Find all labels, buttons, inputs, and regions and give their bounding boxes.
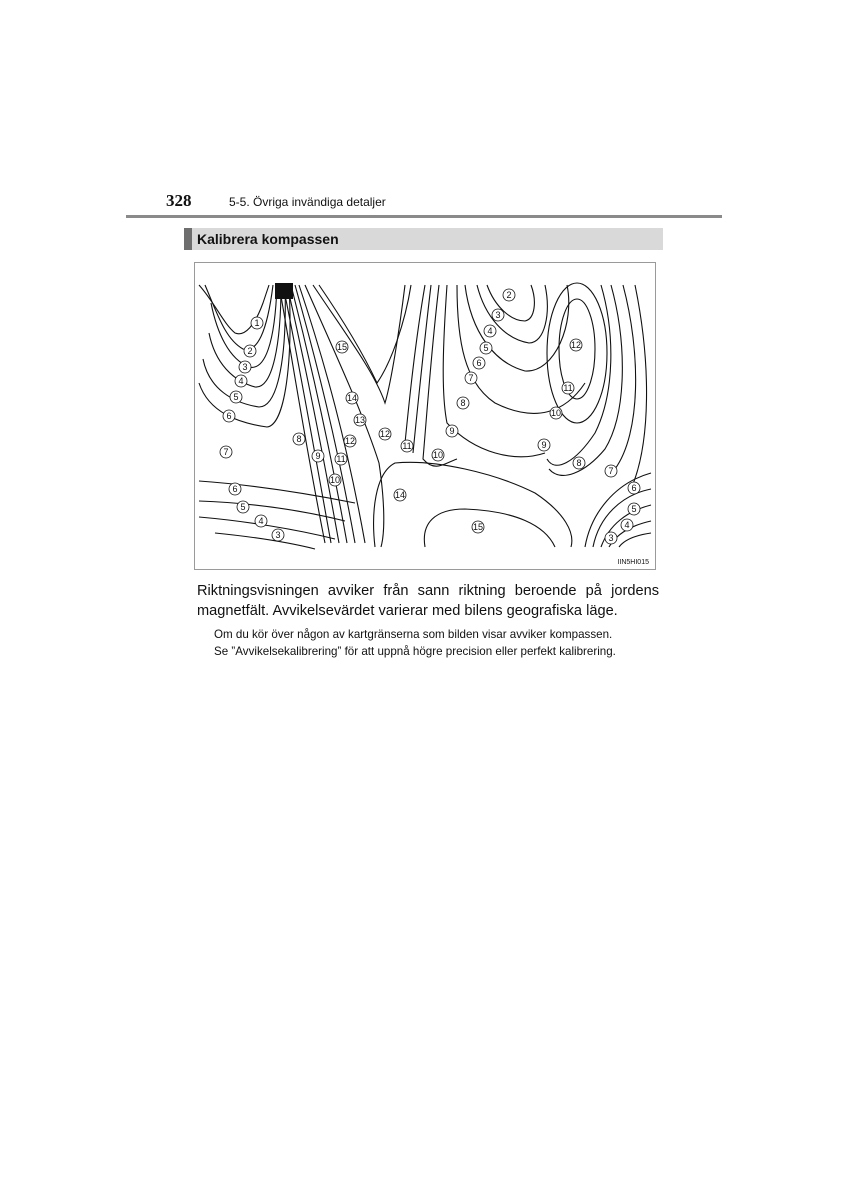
svg-text:11: 11 bbox=[402, 441, 412, 451]
svg-text:3: 3 bbox=[495, 310, 501, 320]
zone-marker bbox=[255, 515, 267, 527]
zone-marker bbox=[492, 309, 504, 321]
svg-text:15: 15 bbox=[472, 522, 484, 532]
zone-marker bbox=[251, 317, 263, 329]
svg-text:10: 10 bbox=[432, 450, 444, 460]
svg-text:3: 3 bbox=[608, 533, 614, 543]
body-paragraph: Riktningsvisningen avviker från sann riktning beroende på jordens magnetfält. Avvikelsevärdet varierar med bilens geografiska läge. bbox=[197, 583, 659, 619]
map-drawing bbox=[195, 263, 655, 569]
contour bbox=[283, 285, 331, 543]
svg-text:6: 6 bbox=[631, 483, 637, 493]
zone-marker bbox=[230, 391, 242, 403]
svg-text:8: 8 bbox=[296, 434, 302, 444]
zone-marker bbox=[329, 474, 341, 486]
zone-marker bbox=[220, 446, 232, 458]
svg-text:7: 7 bbox=[608, 466, 614, 476]
contour bbox=[457, 285, 585, 413]
svg-text:4: 4 bbox=[238, 376, 244, 386]
header-rule bbox=[126, 215, 722, 218]
zone-marker bbox=[472, 521, 484, 533]
svg-text:14: 14 bbox=[394, 490, 406, 500]
contour bbox=[203, 285, 285, 407]
zone-marker bbox=[550, 407, 562, 419]
svg-text:4: 4 bbox=[624, 520, 630, 530]
svg-text:6: 6 bbox=[226, 411, 232, 421]
zone-marker bbox=[293, 433, 305, 445]
zone-marker bbox=[239, 361, 251, 373]
svg-text:9: 9 bbox=[541, 440, 547, 450]
contour bbox=[547, 283, 607, 423]
polar-bundle bbox=[275, 283, 293, 299]
zone-marker bbox=[335, 453, 347, 465]
zone-marker bbox=[621, 519, 633, 531]
svg-text:7: 7 bbox=[468, 373, 474, 383]
svg-text:3: 3 bbox=[242, 362, 248, 372]
zone-marker bbox=[244, 345, 256, 357]
zone-marker bbox=[336, 341, 348, 353]
contour bbox=[211, 285, 277, 367]
svg-text:11: 11 bbox=[336, 454, 346, 464]
svg-text:4: 4 bbox=[487, 326, 493, 336]
svg-text:4: 4 bbox=[258, 516, 264, 526]
contour bbox=[295, 285, 358, 543]
contour bbox=[279, 285, 325, 543]
svg-text:1: 1 bbox=[254, 318, 260, 328]
zone-marker bbox=[344, 435, 356, 447]
contour bbox=[424, 509, 555, 547]
svg-text:9: 9 bbox=[315, 451, 321, 461]
contour bbox=[287, 285, 339, 543]
svg-text:7: 7 bbox=[223, 447, 229, 457]
svg-text:5: 5 bbox=[240, 502, 246, 512]
zone-marker bbox=[401, 440, 413, 452]
contour bbox=[615, 285, 636, 469]
svg-text:14: 14 bbox=[346, 393, 358, 403]
zone-marker bbox=[473, 357, 485, 369]
zone-marker bbox=[432, 449, 444, 461]
zone-marker bbox=[223, 410, 235, 422]
zone-marker bbox=[605, 532, 617, 544]
svg-text:5: 5 bbox=[233, 392, 239, 402]
contour bbox=[215, 533, 315, 549]
svg-text:8: 8 bbox=[576, 458, 582, 468]
contour bbox=[319, 285, 411, 383]
contour bbox=[549, 285, 622, 475]
section-heading-bar bbox=[184, 228, 663, 250]
svg-text:12: 12 bbox=[344, 436, 356, 446]
zone-marker bbox=[379, 428, 391, 440]
note-line: Om du kör över någon av kartgränserna som bilden visar avviker kompassen. bbox=[214, 628, 613, 641]
magnetic-zone-map bbox=[194, 262, 656, 570]
zone-marker bbox=[538, 439, 550, 451]
svg-text:2: 2 bbox=[247, 346, 253, 356]
page-number: 328 bbox=[166, 191, 192, 210]
svg-text:11: 11 bbox=[563, 383, 573, 393]
zone-marker bbox=[312, 450, 324, 462]
svg-text:13: 13 bbox=[354, 415, 366, 425]
zone-marker bbox=[628, 503, 640, 515]
zone-marker bbox=[235, 375, 247, 387]
contour bbox=[199, 501, 345, 521]
svg-text:12: 12 bbox=[379, 429, 391, 439]
figure-code: IIN5HI015 bbox=[617, 559, 649, 566]
contour bbox=[205, 285, 273, 349]
zone-marker bbox=[484, 325, 496, 337]
svg-text:15: 15 bbox=[336, 342, 348, 352]
zone-marker bbox=[229, 483, 241, 495]
zone-marker bbox=[480, 342, 492, 354]
zone-marker bbox=[272, 529, 284, 541]
zone-marker bbox=[570, 339, 582, 351]
svg-text:5: 5 bbox=[631, 504, 637, 514]
note-line: Se ”Avvikelsekalibrering” för att uppnå högre precision eller perfekt kalibrering. bbox=[214, 645, 616, 658]
contour bbox=[374, 462, 572, 547]
zone-marker bbox=[446, 425, 458, 437]
zone-marker bbox=[503, 289, 515, 301]
contour bbox=[313, 285, 405, 403]
section-marker bbox=[184, 228, 192, 250]
svg-text:8: 8 bbox=[460, 398, 466, 408]
chapter-title: 5-5. Övriga invändiga detaljer bbox=[229, 195, 386, 209]
section-heading: Kalibrera kompassen bbox=[197, 231, 339, 247]
svg-text:5: 5 bbox=[483, 343, 489, 353]
zone-marker bbox=[465, 372, 477, 384]
note-text bbox=[214, 626, 674, 660]
zone-marker bbox=[605, 465, 617, 477]
zone-marker bbox=[457, 397, 469, 409]
svg-text:6: 6 bbox=[232, 484, 238, 494]
svg-text:6: 6 bbox=[476, 358, 482, 368]
zone-marker bbox=[573, 457, 585, 469]
zone-marker bbox=[237, 501, 249, 513]
zone-marker bbox=[354, 414, 366, 426]
svg-text:10: 10 bbox=[329, 475, 341, 485]
contour bbox=[631, 285, 647, 489]
svg-text:9: 9 bbox=[449, 426, 455, 436]
contour bbox=[619, 533, 651, 547]
zone-marker bbox=[346, 392, 358, 404]
contour bbox=[413, 285, 431, 453]
svg-text:12: 12 bbox=[570, 340, 582, 350]
svg-text:10: 10 bbox=[550, 408, 562, 418]
svg-text:3: 3 bbox=[275, 530, 281, 540]
zone-marker bbox=[394, 489, 406, 501]
zone-marker bbox=[628, 482, 640, 494]
svg-text:2: 2 bbox=[506, 290, 512, 300]
zone-marker bbox=[562, 382, 574, 394]
